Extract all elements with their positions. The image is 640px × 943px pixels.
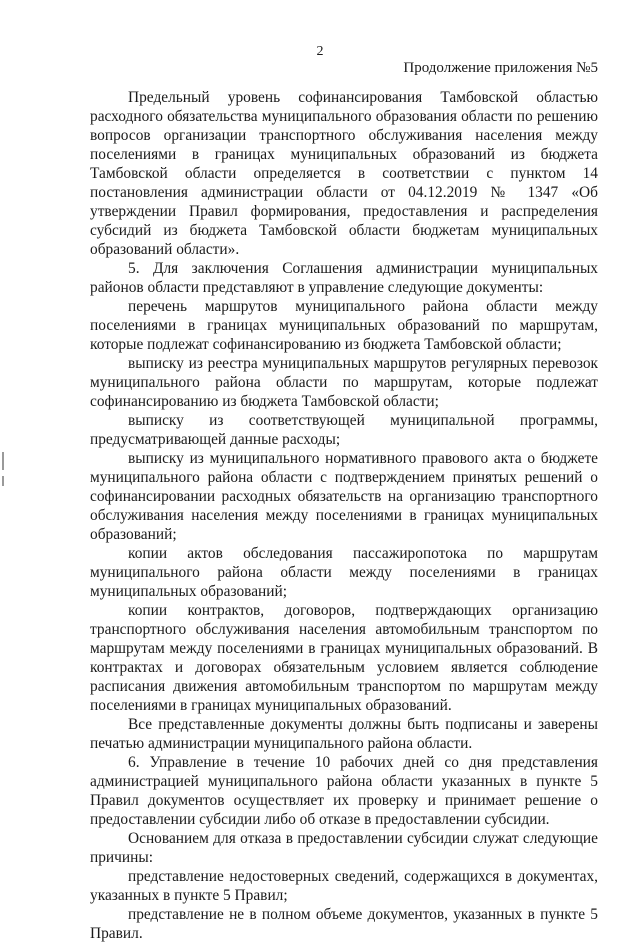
paragraph-refusal-grounds: Основанием для отказа в предоставлении субсидии служат следующие причины: [90, 830, 598, 866]
paragraph-program-extract: выписку из соответствующей муниципальной программы, предусматривающей данные расходы; [90, 412, 598, 448]
page-number: 2 [316, 44, 324, 59]
paragraph-registry-extract: выписку из реестра муниципальных маршрутов регулярных перевозок муниципального района области по маршрутам, которые подлежат софинансированию из бюджета Тамбовской области; [90, 355, 598, 410]
paragraph-route-list: перечень маршрутов муниципального района области между поселениями в границах муниципальных образований по маршрутам, которые подлежат софинансированию из бюджета Тамбовской области; [90, 298, 598, 353]
paragraph-false-info: представление недостоверных сведений, содержащихся в документах, указанных в пункте 5 Правил; [90, 868, 598, 904]
paragraph-item-6: 6. Управление в течение 10 рабочих дней со дня представления администрацией муниципального района области указанных в пункте 5 Правил документов осуществляет их проверку и принимает решение о предоставлении субсидии либо об отказе в предоставлении субсидии. [90, 754, 598, 828]
paragraph-budget-act-extract: выписку из муниципального нормативного правового акта о бюджете муниципального района области с подтверждением принятых решений о софинансировании расходных обязательств на организацию транспортного обслуживания населения между поселениями в границах муниципальных образований; [90, 450, 598, 543]
scan-edge-mark [2, 452, 4, 470]
scan-edge-mark [2, 476, 4, 486]
paragraph-item-5: 5. Для заключения Соглашения администрации муниципальных районов области представляют в управление следующие документы: [90, 260, 598, 296]
paragraph-cofinancing-level: Предельный уровень софинансирования Тамбовской областью расходного обязательства муниципального образования области по решению вопросов организации транспортного обслуживания населения между поселениями в границах муниципальных образований из бюджета Тамбовской области определяется в соответствии с пунктом 14 постановления администрации области от 04.12.2019 № 1347 «Об утверждении Правил формирования, предоставления и распределения субсидий из бюджета Тамбовской области бюджетам муниципальных образований области». [90, 89, 598, 258]
appendix-continuation-note: Продолжение приложения №5 [403, 60, 598, 76]
document-body [90, 88, 598, 943]
paragraph-contracts: копии контрактов, договоров, подтверждающих организацию транспортного обслуживания населения автомобильным транспортом по маршрутам между поселениями в границах муниципальных образований. В контрактах и договорах обязательным условием является соблюдение расписания движения автомобильным транспортом по маршрутам между поселениями в границах муниципальных образований. [90, 602, 598, 714]
paragraph-survey-acts: копии актов обследования пассажиропотока по маршрутам муниципального района области между поселениями в границах муниципальных образований; [90, 545, 598, 600]
paragraph-signatures: Все представленные документы должны быть подписаны и заверены печатью администрации муниципального района области. [90, 716, 598, 752]
paragraph-incomplete-docs: представление не в полном объеме документов, указанных в пункте 5 Правил. [90, 906, 598, 942]
